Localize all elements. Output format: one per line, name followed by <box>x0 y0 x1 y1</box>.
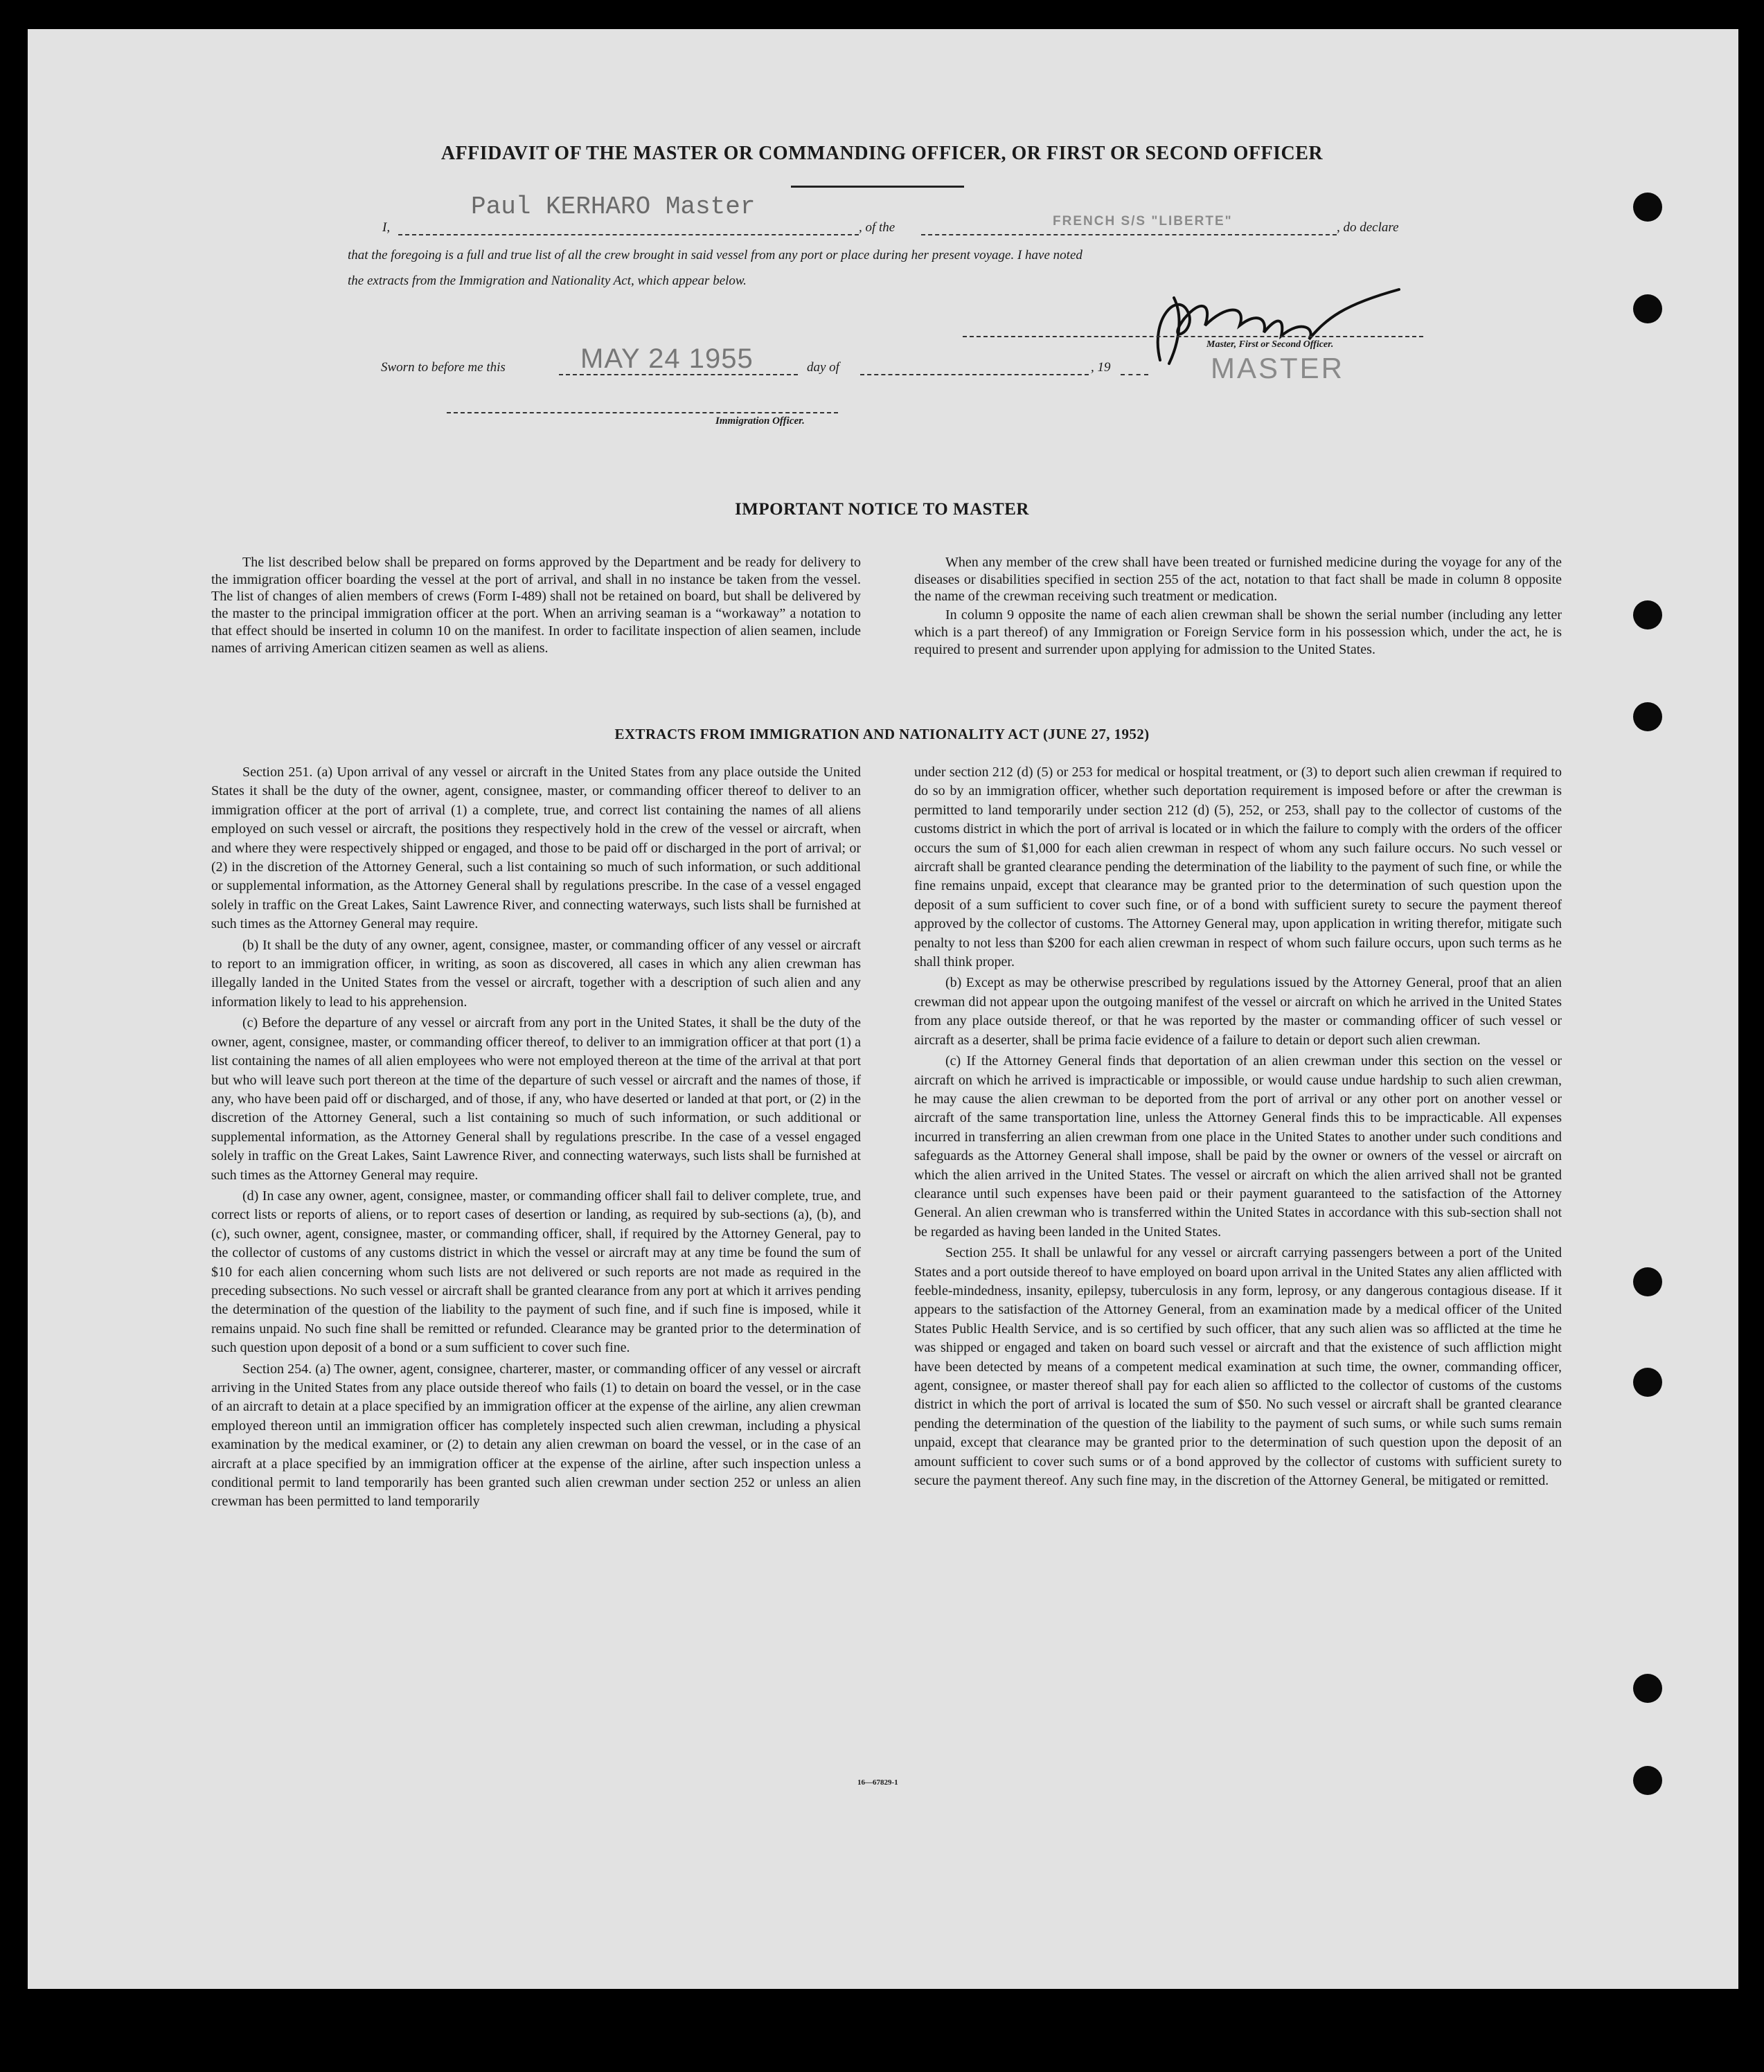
notice-left-paragraph: The list described below shall be prepared on forms approved by the Department and be ready for delivery to the immigration officer boarding the vessel at the port of arrival, and shall in no instance be taken from the vessel. The list of changes of alien members of crews (Form I-489) shall not be retained on board, but shall be delivered by the master to the principal immigration officer at the port. When an arriving seaman is a “workaway” a notation to that effect should be inserted in column 10 on the manifest. In order to facilitate inspection of alien seamen, include names of arriving American citizen seamen as well as aliens. <box>211 555 861 656</box>
affidavit-title: AFFIDAVIT OF THE MASTER OR COMMANDING OFFICER, OR FIRST OR SECOND OFFICER <box>440 143 1324 164</box>
sworn-date-stamp: MAY 24 1955 <box>580 343 754 374</box>
vessel-line <box>921 234 1337 235</box>
of-the-label: , of the <box>859 220 896 235</box>
day-of-label: day of <box>807 360 839 375</box>
section-255: Section 255. It shall be unlawful for any vessel or aircraft carrying passengers between a port of the United States and a port outside thereof to have employed on board upon arrival in the United States any alien afflicted with feeble-mindedness, insanity, epilepsy, tuberculosis in any form, leprosy, or any dangerous contagious disease. If it appears to the satisfaction of the Attorney General, from an examination made by a medical officer of the United States Public Health Service, and is so certified by such officer, that any such alien was so afflicted at the time he was shipped or engaged and taken on board such vessel or aircraft and that the existence of such affliction might have been detected by means of a competent medical examination at such time, the owner, commanding officer, agent, consignee, or master thereof shall pay for each alien so afflicted to the collector of customs of the customs district in which the port of arrival is located the sum of $50. No such vessel or aircraft shall be granted clearance pending the determination of the question of the liability to the payment of such sums, or while such sums remain unpaid, except that clearance may be granted prior to the determination of such question upon the deposit of an amount sufficient to cover such sums or of a bond approved by the collector of customs with sufficient surety to secure the payment thereof. Any such fine may, in the discretion of the Attorney General, be mitigated or remitted. <box>914 1245 1562 1489</box>
signature-caption: Master, First or Second Officer. <box>1206 339 1334 350</box>
name-line <box>398 234 859 235</box>
binder-hole <box>1633 1267 1662 1296</box>
i-label: I, <box>382 220 391 235</box>
binder-hole <box>1633 1368 1662 1397</box>
extracts-right-column <box>914 763 1562 1492</box>
binder-hole <box>1633 193 1662 222</box>
form-code: 16—67829-1 <box>857 1778 898 1787</box>
section-251-d: (d) In case any owner, agent, consignee, master, or commanding officer shall fail to deliver complete, true, and correct lists or reports of aliens, or to report cases of desertion or landing, as required by sub-sections (a), (b), and (c), such owner, agent, consignee, master, or commanding officer, shall, if required by the Attorney General, pay to the collector of customs of any customs district in which the vessel or aircraft may at any time be found the sum of $10 for each alien concerning whom such lists are not delivered or such reports are not made as required in the preceding subsections. No such vessel or aircraft shall be granted clearance from any port at which it arrives pending the determination of the question of the liability to the payment of such fine, and if such fine is imposed, while it remains unpaid. No such fine shall be remitted or refunded. Clearance may be granted prior to the determination of such question upon deposit of a bond or a sum sufficient to cover such fine. <box>211 1188 861 1356</box>
notice-right-paragraph: When any member of the crew shall have been treated or furnished medicine during the voyage for any of the diseases or disabilities specified in section 255 of the act, notation to that fact shall be made in column 8 opposite the name of the crewman receiving such treatment or medication. <box>914 555 1562 605</box>
section-254-a: Section 254. (a) The owner, agent, consignee, charterer, master, or commanding officer of any vessel or aircraft arriving in the United States from any place outside thereof who fails (1) to detain on board the vessel, or in the case of an aircraft to detain at a place specified by an immigration officer at the expense of the airline, any alien crewman employed thereon until an immigration officer has completely inspected such alien crewman, including a physical examination by the medical examiner, or (2) to detain any alien crewman on board the vessel, or in the case of an aircraft at a place specified by an immigration officer at the expense of the airline, after such inspection unless a conditional permit to land temporarily has been granted such alien crewman under section 252 or unless an alien crewman has been permitted to land temporarily <box>211 1361 861 1510</box>
officer-line <box>447 412 838 413</box>
title-rule <box>791 186 964 188</box>
section-251-c: (c) Before the departure of any vessel or aircraft from any port in the United States, it shall be the duty of the owner, agent, consignee, master, or commanding officer thereof, to deliver to an immigration officer at that port (1) a list containing the names of all alien employees who were not employed thereon at the time of the arrival at that port but who will leave such port thereon at the time of the departure of such vessel or aircraft and the names of those, if any, who have been paid off or discharged, and of those, if any, who have deserted or landed at that port, or (2) in the discretion of the Attorney General, such a list containing so much of such information, or such additional or supplemental information, as the Attorney General shall by regulations prescribe. In the case of a vessel engaged solely in traffic on the Great Lakes, Saint Lawrence River, and connecting waterways, such lists shall be furnished at such times as the Attorney General may require. <box>211 1015 861 1183</box>
section-251-b: (b) It shall be the duty of any owner, agent, consignee, master, or commanding officer of any vessel or aircraft to report to an immigration officer, in writing, as soon as discovered, all cases in which any alien crewman has illegally landed in the United States from the vessel or aircraft, together with a description of such alien and any information likely to lead to his apprehension. <box>211 937 861 1010</box>
section-254-a-cont: under section 212 (d) (5) or 253 for medical or hospital treatment, or (3) to deport such alien crewman if required to do so by an immigration officer, whether such deportation requirement is imposed before or after the crewman is permitted to land temporarily under section 212 (d) (5), 252, or 253, shall pay to the collector of customs of the customs district in which the port of arrival is located or in which the failure to comply with the orders of the officer occurs the sum of $1,000 for each alien crewman in respect of whom any such failure occurs. No such vessel or aircraft shall be granted clearance pending the determination of the liability to the payment of such fine, or while the fine remains unpaid, except that clearance may be granted prior to the determination of such question upon the deposit of a sum sufficient to cover such fine, or of a bond with sufficient surety to secure the payment thereof approved by the collector of customs. The Attorney General may, upon application in writing therefor, mitigate such penalty to not less than $200 for each alien crewman in respect of whom such failure occurs, upon such terms as he shall think proper. <box>914 765 1562 970</box>
signature-line <box>963 336 1423 337</box>
section-254-b: (b) Except as may be otherwise prescribed by regulations issued by the Attorney General, proof that an alien crewman did not appear upon the outgoing manifest of the vessel or aircraft on which he arrived in the United States from any place outside thereof, or that he was reported by the master or commanding officer of such vessel or aircraft as a deserter, shall be prima facie evidence of a failure to detain or deport such alien crewman. <box>914 975 1562 1048</box>
binder-hole <box>1633 294 1662 323</box>
statement-line-1: that the foregoing is a full and true list of all the crew brought in said vessel from any port or place during her present voyage. I have noted <box>348 248 1083 262</box>
extracts-title: EXTRACTS FROM IMMIGRATION AND NATIONALITY ACT (JUNE 27, 1952) <box>614 726 1150 742</box>
declare-label: , do declare <box>1337 220 1399 235</box>
year-line <box>1121 374 1148 375</box>
section-254-c: (c) If the Attorney General finds that deportation of an alien crewman under this section on the vessel or aircraft on which he arrived is impracticable or impossible, or would cause undue hardship to such alien crewman, he may cause the alien crewman to be deported from the port of arrival or any other port on another vessel or aircraft of the same transportation line, unless the Attorney General finds this to be impracticable. All expenses incurred in transferring an alien crewman from one place in the United States to another under such conditions and safeguards as the Attorney General shall impose, shall be paid by the owner or owners of the vessel or aircraft on which the alien arrived in the United States. The vessel or aircraft on which the alien arrived shall not be granted clearance until such expenses have been paid or their payment guaranteed to the satisfaction of the Attorney General. An alien crewman who is transferred within the United States in accordance with this sub-section shall not be regarded as having been landed in the United States. <box>914 1053 1562 1240</box>
notice-right-column <box>914 554 1562 659</box>
notice-title: IMPORTANT NOTICE TO MASTER <box>735 500 1029 519</box>
statement-line-2: the extracts from the Immigration and Nationality Act, which appear below. <box>348 274 747 288</box>
binder-hole <box>1633 1766 1662 1795</box>
year-label: , 19 <box>1091 360 1111 375</box>
month-line <box>860 374 1089 375</box>
master-title-stamp: MASTER <box>1211 352 1345 384</box>
notice-right-paragraph: In column 9 opposite the name of each alien crewman shall be shown the serial number (including any letter which is a part thereof) of any Immigration or Foreign Service form in his possession which, under the act, he is required to present and surrender upon applying for admission to the United States. <box>914 607 1562 657</box>
master-name: Paul KERHARO Master <box>471 193 756 221</box>
notice-left-column <box>211 554 861 658</box>
vessel-stamp: FRENCH S/S "LIBERTE" <box>1053 214 1233 229</box>
officer-caption: Immigration Officer. <box>715 416 805 427</box>
extracts-left-column <box>211 763 861 1514</box>
section-251-a: Section 251. (a) Upon arrival of any vessel or aircraft in the United States from any place outside the United States it shall be the duty of the owner, agent, consignee, master, or commanding officer thereof to deliver to an immigration officer at the port of arrival (1) a complete, true, and correct list containing the names of all aliens employed on such vessel or aircraft, the positions they respectively hold in the crew of the vessel or aircraft, when and where they were respectively shipped or engaged, and those to be paid off or discharged in the port of arrival; or (2) in the discretion of the Attorney General, such a list containing so much of such information, or such additional or supplemental information, as the Attorney General shall by regulations prescribe. In the case of a vessel engaged solely in traffic on the Great Lakes, Saint Lawrence River, and connecting waterways, such lists shall be furnished at such times as the Attorney General may require. <box>211 765 861 932</box>
sworn-label: Sworn to before me this <box>381 360 506 375</box>
binder-hole <box>1633 600 1662 629</box>
binder-hole <box>1633 1674 1662 1703</box>
